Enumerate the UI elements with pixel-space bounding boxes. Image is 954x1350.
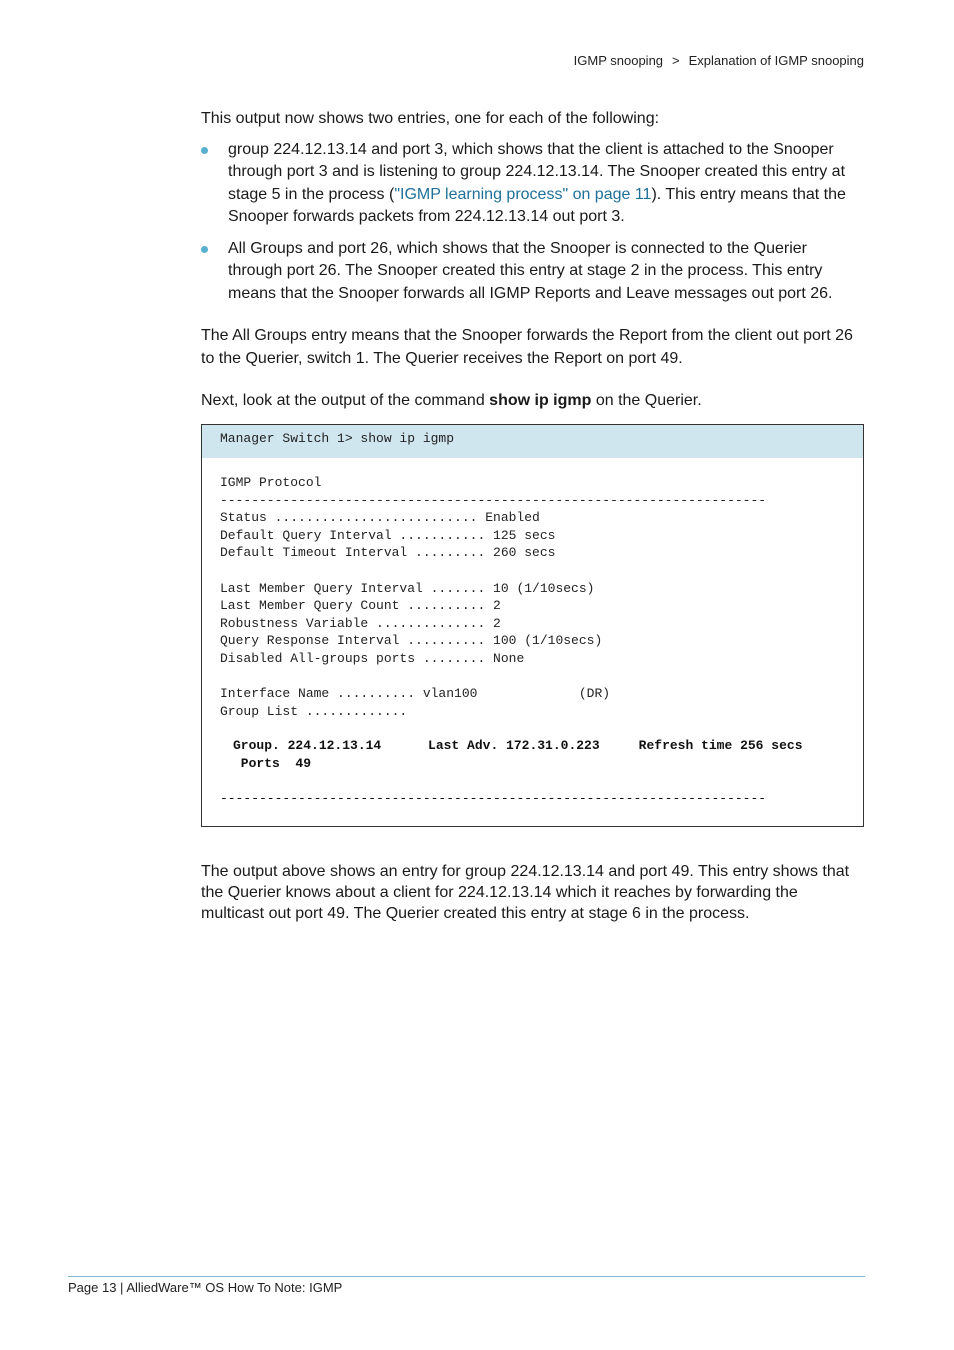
list-item <box>201 139 865 229</box>
bullet-icon <box>201 147 208 154</box>
running-header <box>574 53 864 68</box>
group-entry-line: Group. 224.12.13.14 Last Adv. 172.31.0.223 Refresh time 256 secs <box>233 738 803 753</box>
header-section: IGMP snooping <box>573 53 664 68</box>
command-output-box <box>201 424 864 827</box>
page-footer: Page 13 | AlliedWare™ OS How To Note: IGMP <box>68 1280 343 1295</box>
bullet-text-end: ). This entry means that the Snooper forwards packets from 224.12.13.14 out port 3. <box>228 185 846 225</box>
closing-rule: ---------------------------------------------------------------------- <box>220 791 767 806</box>
summary-paragraph: The output above shows an entry for group 224.12.13.14 and port 49. This entry shows that the Querier knows about a client for 224.12.13.14 which it reaches by forwarding the multicast out port 49. The Querier created this entry at stage 6 in the process. <box>201 863 850 922</box>
footer-divider <box>68 1276 865 1277</box>
command-output: IGMP Protocol ---------------------------------------------------------------------- Status .......................... Enabled Default Query Interval ........... 125 secs Default Timeout Interval ......... 260 secs Last Member Query Interval ....... 10 (1/10secs) Last Member Query Count .......... 2 Robustness Variable .............. 2 Query Response Interval .......... 100 (1/10secs) Disabled All-groups ports ........ None Interface Name .......... vlan100 (DR) Group List ............. <box>220 475 767 719</box>
cross-reference-link[interactable]: "IGMP learning process" on page 11 <box>394 185 652 203</box>
command-name: show ip igmp <box>489 392 592 409</box>
bullet-icon <box>201 246 208 253</box>
bullet-text-start: group 224.12.13.14 and port 3, which shows that the client is attached to the Snooper through port 3 and is listening to group 224.12.13.14. The Snooper created this entry at stage 5 in the process ( <box>228 140 846 203</box>
header-separator: > <box>672 53 680 68</box>
entry-list <box>201 139 865 306</box>
next-paragraph <box>201 390 865 413</box>
ports-line: Ports 49 <box>233 756 312 771</box>
command-line: Manager Switch 1> show ip igmp <box>202 425 863 458</box>
intro-paragraph: This output now shows two entries, one for each of the following: <box>201 110 660 127</box>
header-subsection: Explanation of IGMP snooping <box>688 53 864 68</box>
next-text: Next, look at the output of the command <box>201 392 490 409</box>
bullet-text: All Groups and port 26, which shows that the Snooper is connected to the Querier through port 26. The Snooper created this entry at stage 2 in the process. This entry means that the Snooper forwards all IGMP Reports and Leave messages out port 26. <box>228 239 833 302</box>
list-item <box>201 238 865 306</box>
all-groups-paragraph: The All Groups entry means that the Snooper forwards the Report from the client out port 26 to the Querier, switch 1. The Querier receives the Report on port 49. <box>201 327 853 367</box>
body-content <box>201 108 865 413</box>
next-text-end: on the Querier. <box>591 392 702 409</box>
